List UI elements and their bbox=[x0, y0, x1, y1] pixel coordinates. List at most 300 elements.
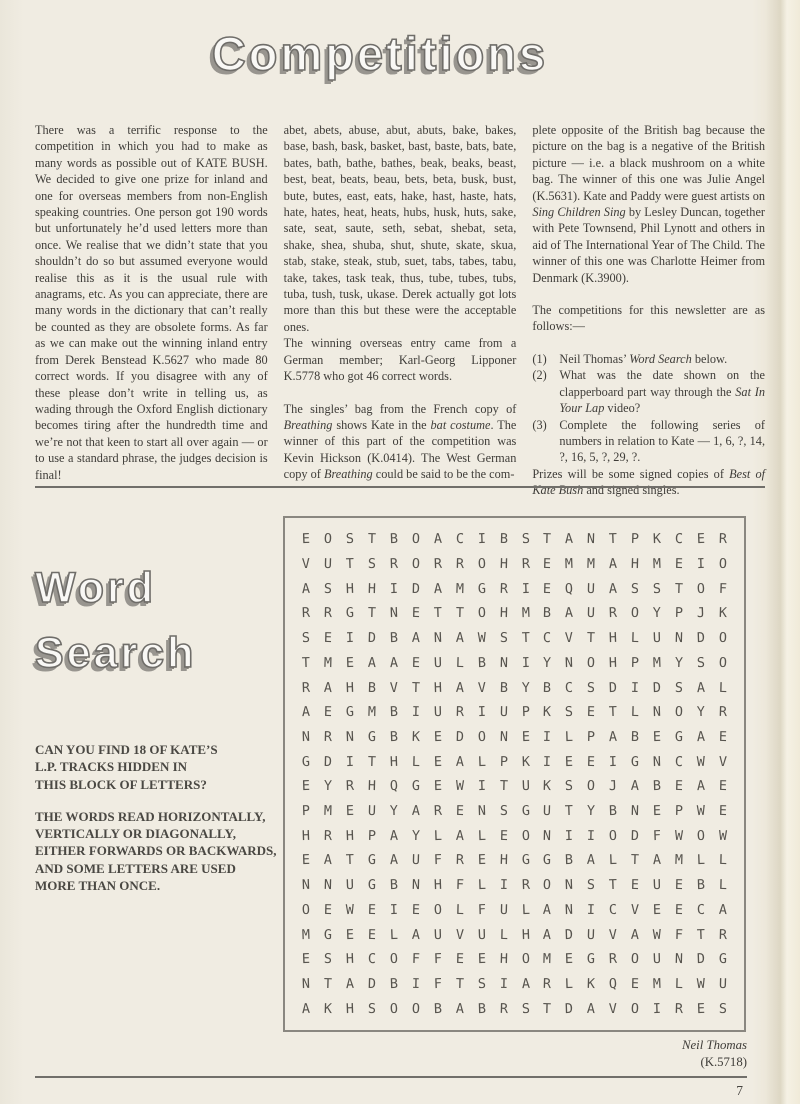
grid-letter: N bbox=[499, 728, 508, 746]
grid-letter: T bbox=[367, 531, 377, 548]
text-line: MORE THAN ONCE. bbox=[35, 877, 161, 893]
grid-letter: T bbox=[565, 802, 574, 820]
grid-letter: A bbox=[389, 852, 399, 869]
grid-letter: N bbox=[565, 901, 574, 919]
grid-letter: A bbox=[587, 852, 596, 869]
grid-letter: A bbox=[543, 901, 552, 918]
grid-letter: E bbox=[433, 728, 443, 746]
grid-letter: E bbox=[411, 654, 421, 671]
grid-letter: H bbox=[608, 654, 618, 671]
list-item-text bbox=[559, 367, 765, 416]
grid-letter: N bbox=[411, 877, 421, 894]
grid-letter: A bbox=[630, 778, 640, 795]
grid-letter: U bbox=[477, 926, 486, 943]
grid-letter: U bbox=[433, 704, 443, 721]
grid-letter: E bbox=[455, 951, 464, 968]
grid-letter: D bbox=[565, 926, 574, 943]
grid-letter: A bbox=[389, 827, 399, 844]
grid-letter: E bbox=[433, 753, 443, 770]
grid-letter: I bbox=[389, 580, 399, 597]
grid-letter: E bbox=[411, 901, 421, 918]
grid-letter: I bbox=[477, 531, 486, 548]
grid-letter: O bbox=[630, 605, 640, 622]
grid-letter: K bbox=[652, 531, 662, 548]
grid-letter: G bbox=[543, 852, 552, 869]
grid-letter: B bbox=[543, 679, 552, 696]
grid-letter: N bbox=[652, 753, 662, 770]
paragraph-word-list: abet, abets, abuse, abut, abuts, bake, bakes, base, bash, bask, basket, bast, baste, bats, bate, bates, bath, bathe, bathes, beak, beaks, beast, best, beat, beats, beau, bets, beta, busk, bust, bute, butes, east, eats, hake, hast, haste, hats, hate, hates, heat, heats, hubs, husk, huts, sake, sate, seat, saute, seth, sebat, shebat, seta, shake, shea, shuba, shut, shute, skate, skua, stab, stake, steak, stub, suet, tabs, tabes, tabu, take, takes, task teak, thus, tube, tubes, tubs, tuba, tush, tusk, ukase. Derek actually got lots more than this but these were the acceptable ones. bbox=[283, 123, 517, 334]
instructions-block-1 bbox=[35, 741, 277, 793]
grid-row bbox=[295, 527, 734, 552]
grid-letter: E bbox=[433, 778, 443, 795]
grid-letter: C bbox=[674, 531, 684, 548]
italic-text: Breathing bbox=[323, 467, 373, 482]
grid-letter: T bbox=[367, 605, 377, 622]
grid-letter: A bbox=[433, 531, 443, 548]
grid-letter: E bbox=[565, 951, 574, 968]
grid-letter: L bbox=[477, 827, 486, 844]
grid-row bbox=[295, 922, 734, 947]
grid-letter: I bbox=[565, 827, 574, 844]
grid-letter: D bbox=[608, 679, 618, 696]
grid-letter: Y bbox=[674, 654, 684, 671]
grid-letter: I bbox=[521, 654, 530, 671]
grid-letter: S bbox=[521, 531, 530, 548]
italic-text: bat costume bbox=[430, 417, 491, 432]
grid-letter: L bbox=[477, 877, 486, 894]
grid-letter: I bbox=[477, 704, 486, 721]
grid-letter: W bbox=[455, 778, 464, 795]
grid-letter: D bbox=[367, 975, 377, 993]
grid-letter: H bbox=[433, 679, 443, 696]
word-search-title bbox=[35, 556, 277, 685]
grid-letter: R bbox=[301, 605, 311, 622]
grid-letter: Y bbox=[411, 827, 421, 844]
grid-letter: F bbox=[455, 877, 464, 894]
article-column-2 bbox=[284, 122, 517, 499]
grid-letter: K bbox=[543, 704, 552, 721]
grid-letter: E bbox=[301, 531, 311, 548]
grid-letter: O bbox=[543, 877, 552, 894]
grid-letter: S bbox=[565, 704, 574, 721]
list-item-text bbox=[559, 351, 765, 367]
grid-letter: I bbox=[389, 901, 399, 919]
grid-letter: T bbox=[587, 630, 596, 647]
grid-letter: T bbox=[323, 975, 333, 993]
attribution-member-number: (K.5718) bbox=[700, 1054, 747, 1069]
text-line: L.P. TRACKS HIDDEN IN bbox=[35, 759, 188, 775]
grid-letter: A bbox=[301, 704, 311, 721]
grid-letter: W bbox=[652, 926, 662, 943]
grid-letter: D bbox=[411, 580, 421, 597]
grid-letter: O bbox=[630, 1000, 640, 1017]
grid-letter: R bbox=[521, 877, 530, 894]
text-segment: by Lesley Duncan, together with Pete Townsend, Phil Lynott and others in aid of The International Year of The Child. The winner of this one was Charlotte Heimer from Denmark (K.3900). bbox=[532, 205, 766, 285]
list-item-number: (3) bbox=[532, 417, 547, 432]
grid-letter: B bbox=[477, 1000, 486, 1017]
list-item bbox=[532, 417, 765, 466]
grid-letter: G bbox=[301, 753, 311, 770]
grid-letter: N bbox=[301, 975, 311, 993]
grid-letter: Y bbox=[323, 778, 333, 795]
grid-letter: H bbox=[433, 877, 443, 894]
grid-letter: A bbox=[411, 926, 421, 943]
grid-letter: E bbox=[696, 1000, 706, 1017]
grid-row bbox=[295, 873, 734, 898]
grid-letter: E bbox=[652, 901, 662, 919]
paragraph bbox=[532, 122, 765, 286]
grid-letter: T bbox=[696, 926, 706, 943]
grid-letter: Y bbox=[587, 802, 596, 820]
grid-letter: B bbox=[543, 605, 552, 622]
grid-letter: I bbox=[345, 753, 355, 770]
grid-letter: A bbox=[455, 679, 464, 696]
grid-letter: U bbox=[323, 555, 333, 573]
grid-letter: G bbox=[345, 605, 355, 622]
grid-letter: E bbox=[455, 802, 464, 820]
grid-letter: M bbox=[543, 951, 552, 968]
grid-letter: P bbox=[521, 704, 530, 721]
grid-letter: I bbox=[543, 728, 552, 746]
grid-letter: A bbox=[455, 753, 464, 770]
grid-letter: A bbox=[455, 630, 464, 647]
text-segment: below. bbox=[691, 351, 728, 366]
grid-letter: G bbox=[411, 778, 421, 795]
grid-letter: D bbox=[323, 753, 333, 770]
grid-letter: N bbox=[630, 802, 640, 820]
grid-letter: S bbox=[652, 580, 662, 597]
grid-letter: T bbox=[543, 1000, 552, 1017]
grid-letter: G bbox=[323, 926, 333, 943]
grid-letter: G bbox=[630, 753, 640, 770]
grid-letter: A bbox=[367, 654, 377, 671]
grid-letter: G bbox=[718, 951, 728, 968]
grid-letter: M bbox=[301, 926, 311, 943]
grid-letter: H bbox=[345, 827, 355, 844]
grid-letter: A bbox=[455, 827, 464, 844]
grid-letter: N bbox=[499, 654, 508, 671]
grid-row bbox=[295, 601, 734, 626]
grid-letter: G bbox=[521, 802, 530, 820]
grid-letter: I bbox=[608, 753, 618, 770]
grid-letter: T bbox=[345, 852, 355, 869]
text-line: VERTICALLY OR DIAGONALLY, bbox=[35, 826, 236, 842]
grid-letter: T bbox=[301, 654, 311, 671]
grid-letter: G bbox=[477, 580, 486, 597]
word-search-intro bbox=[35, 556, 277, 894]
grid-letter: H bbox=[345, 679, 355, 696]
italic-text: Breathing bbox=[283, 417, 333, 432]
grid-letter: N bbox=[565, 877, 574, 894]
grid-letter: T bbox=[630, 852, 640, 869]
grid-letter: U bbox=[345, 877, 355, 894]
grid-letter: E bbox=[543, 555, 552, 573]
grid-letter: K bbox=[323, 1000, 333, 1017]
grid-letter: W bbox=[696, 802, 706, 820]
text-line: Search bbox=[35, 628, 197, 677]
grid-letter: N bbox=[674, 951, 684, 968]
grid-letter: I bbox=[630, 679, 640, 696]
grid-letter: N bbox=[652, 704, 662, 721]
grid-letter: C bbox=[543, 630, 552, 647]
grid-letter: B bbox=[630, 728, 640, 746]
grid-letter: R bbox=[521, 555, 530, 573]
page-title: Competitions bbox=[211, 27, 549, 80]
grid-letter: E bbox=[499, 827, 508, 844]
grid-letter: N bbox=[674, 630, 684, 647]
grid-letter: T bbox=[674, 580, 684, 597]
grid-letter: A bbox=[433, 580, 443, 597]
grid-letter: S bbox=[499, 630, 508, 647]
grid-letter: T bbox=[543, 531, 552, 548]
grid-letter: T bbox=[608, 531, 618, 548]
grid-letter: B bbox=[389, 531, 399, 548]
grid-letter: L bbox=[455, 654, 464, 671]
grid-letter: P bbox=[499, 753, 508, 770]
grid-letter: H bbox=[608, 630, 618, 647]
grid-letter: O bbox=[608, 827, 618, 844]
grid-letter: S bbox=[718, 1000, 728, 1017]
grid-letter: U bbox=[543, 802, 552, 820]
grid-letter: B bbox=[389, 704, 399, 721]
grid-letter: B bbox=[433, 1000, 443, 1017]
grid-letter: B bbox=[477, 654, 486, 671]
grid-row bbox=[295, 675, 734, 700]
grid-letter: U bbox=[652, 877, 662, 894]
word-search-grid bbox=[283, 516, 746, 1032]
grid-letter: N bbox=[301, 877, 311, 894]
grid-letter: O bbox=[433, 901, 443, 919]
grid-letter: C bbox=[565, 679, 574, 696]
grid-letter: K bbox=[521, 753, 530, 770]
grid-letter: R bbox=[455, 852, 464, 869]
grid-letter: B bbox=[608, 802, 618, 820]
grid-letter: S bbox=[630, 580, 640, 597]
grid-letter: D bbox=[696, 630, 706, 647]
grid-letter: L bbox=[630, 630, 640, 647]
grid-letter: B bbox=[565, 852, 574, 869]
grid-letter: J bbox=[696, 605, 706, 622]
grid-letter: M bbox=[652, 555, 662, 573]
grid-letter: O bbox=[389, 1000, 399, 1017]
grid-letter: C bbox=[608, 901, 618, 919]
grid-letter: S bbox=[499, 802, 508, 820]
grid-letter: U bbox=[433, 926, 443, 943]
grid-letter: A bbox=[608, 580, 618, 597]
grid-letter: N bbox=[543, 827, 552, 844]
grid-letter: V bbox=[608, 1000, 618, 1017]
grid-letter: R bbox=[543, 975, 552, 993]
grid-letter: F bbox=[433, 852, 443, 869]
grid-letter: M bbox=[674, 852, 684, 869]
grid-letter: I bbox=[652, 1000, 662, 1017]
grid-letter: B bbox=[389, 630, 399, 647]
grid-letter: M bbox=[652, 975, 662, 993]
grid-letter: O bbox=[521, 951, 530, 968]
grid-letter: H bbox=[345, 580, 355, 597]
grid-letter: R bbox=[718, 926, 728, 943]
grid-letter: E bbox=[521, 728, 530, 746]
grid-letter: O bbox=[718, 630, 728, 647]
grid-letter: O bbox=[411, 531, 421, 548]
grid-letter: P bbox=[674, 802, 684, 820]
text-segment: The singles’ bag from the French copy of bbox=[283, 401, 517, 416]
grid-letter: E bbox=[345, 654, 355, 671]
grid-row bbox=[295, 996, 734, 1021]
grid-row bbox=[295, 651, 734, 676]
grid-letter: D bbox=[565, 1000, 574, 1017]
grid-letter: E bbox=[718, 802, 728, 820]
grid-letter: N bbox=[565, 654, 574, 671]
grid-letter: T bbox=[608, 877, 618, 894]
grid-letter: G bbox=[345, 704, 355, 721]
grid-letter: K bbox=[718, 605, 728, 622]
grid-letter: T bbox=[411, 679, 421, 696]
grid-letter: V bbox=[389, 679, 399, 696]
grid-letter: R bbox=[323, 827, 333, 844]
grid-letter: D bbox=[630, 827, 640, 844]
grid-letter: P bbox=[674, 605, 684, 622]
grid-letter: Q bbox=[389, 778, 399, 795]
grid-letter: B bbox=[499, 679, 508, 696]
grid-letter: H bbox=[367, 778, 377, 795]
grid-letter: O bbox=[696, 827, 706, 844]
grid-letter: A bbox=[608, 555, 618, 573]
grid-letter: M bbox=[587, 555, 596, 573]
grid-letter: S bbox=[301, 630, 311, 647]
text-segment: Complete the following series of numbers in relation to Kate — 1, 6, ?, 14, ?, 16, 5, ?, 29, ?. bbox=[559, 417, 766, 465]
text-segment: video? bbox=[604, 401, 641, 416]
grid-row bbox=[295, 774, 734, 799]
grid-letter: T bbox=[367, 753, 377, 770]
grid-letter: M bbox=[652, 654, 662, 671]
grid-letter: U bbox=[411, 852, 421, 869]
grid-letter: D bbox=[455, 728, 464, 746]
grid-letter: K bbox=[543, 778, 552, 795]
grid-letter: O bbox=[521, 827, 530, 844]
grid-letter: G bbox=[367, 877, 377, 894]
grid-letter: I bbox=[696, 555, 706, 573]
text-segment: Neil Thomas’ bbox=[559, 351, 630, 366]
grid-letter: U bbox=[587, 580, 596, 597]
text-line: CAN YOU FIND 18 OF KATE’S bbox=[35, 742, 218, 757]
grid-letter: A bbox=[696, 679, 706, 696]
grid-letter: S bbox=[565, 778, 574, 795]
grid-letter: R bbox=[499, 580, 508, 597]
grid-letter: F bbox=[477, 901, 486, 919]
grid-letter: U bbox=[521, 778, 530, 795]
grid-letter: E bbox=[477, 852, 486, 869]
text-segment: plete opposite of the British bag because the picture on the bag is a negative of the British picture — i.e. a black mushroom on a white bag. The winner of this one was Julie Angel (K.5631). Kate and Paddy were guest artists on bbox=[532, 123, 766, 203]
grid-letter: T bbox=[345, 555, 355, 573]
grid-letter: S bbox=[345, 531, 355, 548]
grid-letter: E bbox=[345, 802, 355, 820]
grid-letter: A bbox=[323, 852, 333, 869]
grid-letter: W bbox=[718, 827, 728, 844]
grid-letter: A bbox=[521, 975, 530, 993]
grid-letter: W bbox=[696, 753, 706, 770]
grid-letter: L bbox=[565, 975, 574, 993]
grid-row bbox=[295, 848, 734, 873]
grid-letter: M bbox=[455, 580, 464, 597]
grid-letter: E bbox=[565, 753, 574, 770]
grid-letter: H bbox=[367, 580, 377, 597]
grid-letter: A bbox=[411, 802, 421, 820]
text-segment: Prizes will be some signed copies of bbox=[532, 466, 730, 481]
grid-letter: R bbox=[389, 555, 399, 573]
grid-letter: G bbox=[367, 852, 377, 869]
grid-row bbox=[295, 626, 734, 651]
grid-letter: A bbox=[411, 630, 421, 647]
grid-letter: N bbox=[389, 605, 399, 622]
page-number: 7 bbox=[736, 1083, 743, 1098]
grid-letter: A bbox=[565, 605, 574, 622]
grid-letter: E bbox=[674, 778, 684, 795]
article-column-3 bbox=[532, 122, 765, 499]
grid-letter: H bbox=[345, 951, 355, 968]
grid-letter: R bbox=[718, 704, 728, 721]
grid-letter: S bbox=[367, 1000, 377, 1017]
grid-row bbox=[295, 823, 734, 848]
grid-letter: H bbox=[301, 827, 311, 844]
grid-letter: M bbox=[323, 654, 333, 671]
grid-letter: O bbox=[630, 951, 640, 968]
grid-letter: D bbox=[696, 951, 706, 968]
grid-letter: B bbox=[652, 778, 662, 795]
grid-row bbox=[295, 972, 734, 997]
grid-letter: P bbox=[587, 728, 596, 746]
grid-letter: M bbox=[521, 605, 530, 622]
grid-letter: O bbox=[323, 531, 333, 548]
list-item-number: (2) bbox=[532, 368, 547, 383]
grid-letter: P bbox=[630, 654, 640, 671]
grid-letter: O bbox=[477, 728, 486, 746]
attribution-name: Neil Thomas bbox=[681, 1038, 747, 1052]
grid-letter: A bbox=[587, 1000, 596, 1017]
grid-letter: R bbox=[455, 555, 464, 573]
attribution bbox=[682, 1037, 747, 1070]
grid-letter: T bbox=[433, 605, 443, 622]
grid-letter: O bbox=[718, 654, 728, 671]
grid-letter: A bbox=[455, 1000, 464, 1017]
grid-letter: R bbox=[323, 728, 333, 746]
grid-letter: S bbox=[323, 951, 333, 968]
grid-letter: E bbox=[696, 531, 706, 548]
list-item bbox=[532, 367, 765, 416]
grid-letter: L bbox=[674, 975, 684, 993]
grid-letter: J bbox=[608, 778, 618, 795]
grid-letter: E bbox=[674, 555, 684, 573]
separator-line bbox=[35, 1076, 747, 1078]
grid-letter: E bbox=[323, 704, 333, 721]
grid-letter: H bbox=[499, 605, 508, 622]
grid-letter: N bbox=[345, 728, 355, 746]
paragraph bbox=[284, 401, 517, 483]
grid-letter: L bbox=[477, 753, 486, 770]
grid-letter: N bbox=[587, 531, 596, 548]
grid-letter: S bbox=[674, 679, 684, 696]
grid-row bbox=[295, 725, 734, 750]
grid-letter: T bbox=[455, 975, 464, 993]
grid-letter: N bbox=[433, 630, 443, 647]
grid-letter: H bbox=[389, 753, 399, 770]
grid-letter: H bbox=[499, 852, 508, 869]
grid-letter: R bbox=[345, 778, 355, 795]
grid-letter: B bbox=[367, 679, 377, 696]
italic-text: Word Search bbox=[629, 351, 692, 366]
grid-letter: B bbox=[499, 531, 508, 548]
paragraph: The winning overseas entry came from a German member; Karl-Georg Lipponer K.5778 who got 46 correct words. bbox=[283, 336, 517, 384]
